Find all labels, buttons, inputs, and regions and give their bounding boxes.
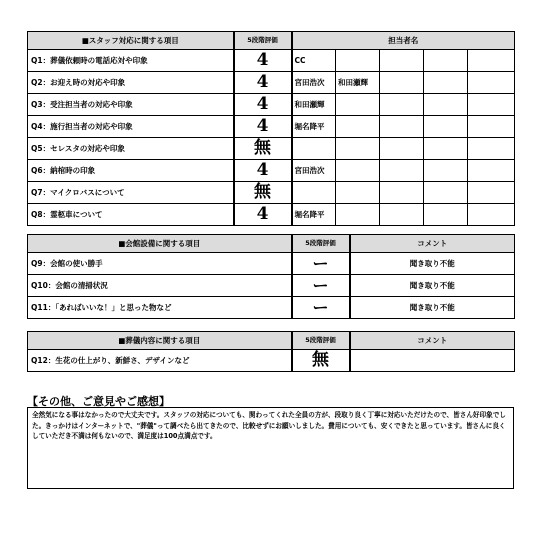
staff-name (336, 50, 380, 72)
table-row (28, 94, 515, 116)
question-label: Q7：マイクロバスについて (28, 182, 234, 204)
empty-cell (424, 204, 468, 226)
rating-value: ー (292, 297, 350, 319)
facility-evaluation-table (27, 234, 515, 319)
empty-cell (468, 72, 515, 94)
table-row (28, 350, 515, 372)
staff-header: 担当者名 (292, 32, 515, 50)
staff-name (336, 138, 380, 160)
empty-cell (468, 182, 515, 204)
empty-cell (380, 50, 424, 72)
empty-cell (424, 94, 468, 116)
staff-name (292, 182, 336, 204)
empty-cell (424, 50, 468, 72)
comment-header: コメント (350, 235, 515, 253)
question-label: Q1：葬儀依頼時の電話応対や印象 (28, 50, 234, 72)
staff-name (336, 116, 380, 138)
empty-cell (424, 138, 468, 160)
staff-name (336, 204, 380, 226)
empty-cell (468, 204, 515, 226)
empty-cell (380, 94, 424, 116)
rating-value: 4 (234, 94, 292, 116)
comment-value (350, 350, 515, 372)
rating-value: 無 (234, 138, 292, 160)
table-header-row (28, 235, 515, 253)
staff-name: 和田瀬輝 (336, 72, 380, 94)
question-label: Q2：お迎え時の対応や印象 (28, 72, 234, 94)
table-row (28, 182, 515, 204)
staff-name: 堀名降平 (292, 116, 336, 138)
empty-cell (380, 204, 424, 226)
question-label: Q4：施行担当者の対応や印象 (28, 116, 234, 138)
empty-cell (468, 50, 515, 72)
section-header: ■会館設備に関する項目 (28, 235, 292, 253)
rating-value: 4 (234, 204, 292, 226)
question-label: Q11：「あればいいな！」と思った物など (28, 297, 292, 319)
empty-cell (424, 72, 468, 94)
rating-header: 5段階評価 (292, 332, 350, 350)
staff-name: 堀名降平 (292, 204, 336, 226)
comment-value: 聞き取り不能 (350, 253, 515, 275)
question-label: Q3：受注担当者の対応や印象 (28, 94, 234, 116)
rating-value: 無 (292, 350, 350, 372)
comments-title: 【その他、ご意見やご感想】 (27, 395, 170, 408)
staff-name: 宮田浩次 (292, 72, 336, 94)
empty-cell (380, 72, 424, 94)
table-row (28, 72, 515, 94)
section-header: ■スタッフ対応に関する項目 (28, 32, 234, 50)
question-label: Q9：会館の使い勝手 (28, 253, 292, 275)
table-row (28, 116, 515, 138)
staff-name (336, 182, 380, 204)
empty-cell (380, 116, 424, 138)
comment-header: コメント (350, 332, 515, 350)
question-label: Q10：会館の清掃状況 (28, 275, 292, 297)
staff-name (292, 138, 336, 160)
comment-value: 聞き取り不能 (350, 297, 515, 319)
rating-value: ー (292, 275, 350, 297)
question-label: Q12：生花の仕上がり、新鮮さ、デザインなど (28, 350, 292, 372)
empty-cell (468, 94, 515, 116)
funeral-content-table (27, 331, 515, 372)
table-header-row (28, 332, 515, 350)
rating-value: ー (292, 253, 350, 275)
table-row (28, 297, 515, 319)
question-label: Q6：納棺時の印象 (28, 160, 234, 182)
rating-value: 無 (234, 182, 292, 204)
empty-cell (380, 182, 424, 204)
table-row (28, 253, 515, 275)
rating-value: 4 (234, 116, 292, 138)
staff-name: 和田瀬輝 (292, 94, 336, 116)
empty-cell (424, 182, 468, 204)
rating-value: 4 (234, 72, 292, 94)
rating-header: 5段階評価 (234, 32, 292, 50)
staff-name (336, 94, 380, 116)
comments-text: 全然気になる事はなかったので大丈夫です。スタッフの対応についても、関わってくれた全員の方が、段取り良く丁寧に対応いただけたので、皆さん好印象でした。きっかけはインターネットで、"葬儀"って調べたら出てきたので、比較せずにお願いしました。費用についても、安くできたと思っています。皆さんに良くしていただき不満は何もないので、満足度は100点満点です。 (27, 407, 514, 489)
comment-value: 聞き取り不能 (350, 275, 515, 297)
table-row (28, 204, 515, 226)
staff-name: 宮田浩次 (292, 160, 336, 182)
table-header-row (28, 32, 515, 50)
empty-cell (468, 116, 515, 138)
table-row (28, 50, 515, 72)
staff-evaluation-table (27, 31, 515, 226)
rating-value: 4 (234, 50, 292, 72)
empty-cell (468, 138, 515, 160)
empty-cell (380, 138, 424, 160)
empty-cell (424, 160, 468, 182)
empty-cell (424, 116, 468, 138)
rating-value: 4 (234, 160, 292, 182)
table-row (28, 138, 515, 160)
question-label: Q8：霊柩車について (28, 204, 234, 226)
rating-header: 5段階評価 (292, 235, 350, 253)
empty-cell (468, 160, 515, 182)
staff-name (336, 160, 380, 182)
table-row (28, 275, 515, 297)
table-row (28, 160, 515, 182)
question-label: Q5：セレスタの対応や印象 (28, 138, 234, 160)
section-header: ■葬儀内容に関する項目 (28, 332, 292, 350)
empty-cell (380, 160, 424, 182)
staff-name: CC (292, 50, 336, 72)
